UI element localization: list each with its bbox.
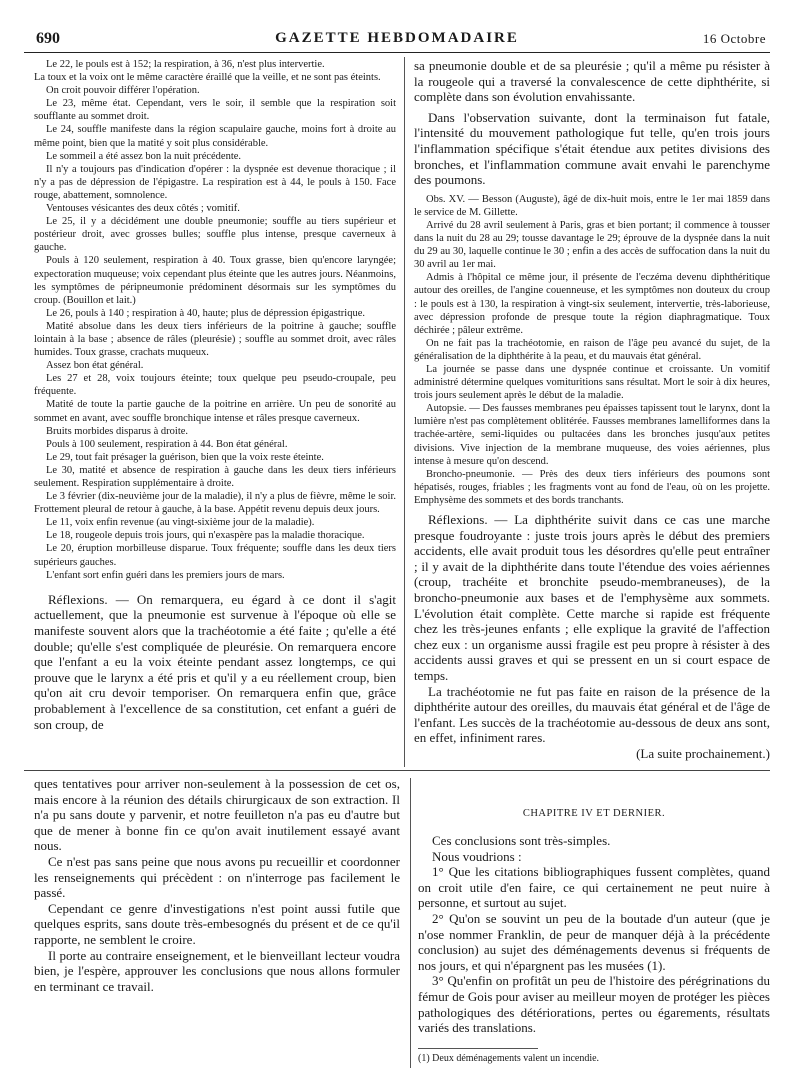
paragraph: Nous voudrions : [432, 848, 522, 864]
column-divider-upper [404, 57, 405, 767]
column-divider-lower [410, 778, 411, 1068]
paragraph: On croit pouvoir différer l'opération. [46, 85, 200, 97]
paragraph: Arrivé du 28 avril seulement à Paris, gras et bien portant; il commence à tousser dans la nuit du 28 au 29; tousse davantage le 29; éprouve de la dyspnée dans la nuit du 29 au 30, laquelle continue le 30 ; enfin a des accès de suffocation dans la nuit du 30 avril au 1er mai. [414, 219, 770, 271]
footnote: (1) Deux déménagements valent un incendie. [418, 1052, 600, 1064]
paragraph: La trachéotomie ne fut pas faite en raison de la présence de la diphthérite autour des oreilles, du mauvais état général et de l'âge de l'enfant. Les succès de la trachéotomie au-dessous de deux ans sont, en effet, infiniment rares. [414, 683, 770, 746]
paragraph: Le 11, voix enfin revenue (au vingt-sixième jour de la maladie). [46, 517, 315, 529]
header-rule [24, 52, 770, 53]
paragraph: Bruits morbides disparus à droite. [46, 425, 189, 437]
reflexions-paragraph: Réflexions. — On remarquera, eu égard à ce dont il s'agit actuellement, que la pneumonie est survenue à l'époque où elle se manifeste souvent alors que la trachéotomie a été faite ; qu'elle a été double; qu'elle s'est compliquée de pleurésie. On remarquera encore que l'enfant a eu la voix éteinte pendant assez longtemps, ce qui prouve que le larynx a été pris et qu'il y a eu réellement croup, bien qu'on ait cru devoir temporiser. On remarquera enfin que, grâce probablement à l'excellence de sa constitution, cet enfant a guéri de son croup, de [34, 591, 396, 732]
paragraph: Les 27 et 28, voix toujours éteinte; toux quelque peu pseudo-croupale, peu fréquente. [34, 373, 396, 398]
paragraph: Admis à l'hôpital ce même jour, il présente de l'eczéma devenu diphthéritique autour des oreilles, de l'angine couenneuse, et les symptômes non douteux du croup : le pouls est à 130, la respiration à vingt-six seulement, intervertie, très-laborieuse, avec dépression profonde de presque toute la région diaphragmatique. Toux déchirée ; pâleur extrême. [414, 272, 770, 336]
paragraph: Il n'y a toujours pas d'indication d'opérer : la dyspnée est devenue thoracique ; il n'y a pas de dépression de l'épigastre. La respiration est à 44, le pouls à 150. Face rouge, abattement, somnolence. [34, 163, 396, 201]
paragraph: sa pneumonie double et de sa pleurésie ; qu'il a même pu résister à la rougeole qui a traversé la convalescence de cette diphthérite, si complète dans son évolution envahissante. [414, 58, 770, 105]
paragraph: Autopsie. — Des fausses membranes peu épaisses tapissent tout le larynx, dont la lumière n'est pas complètement oblitérée. Fausses membranes lamelliformes dans la trachée-artère, semi-liquides ou pultacées dans les bronches jusqu'aux petites divisions. Vive injection de la membrane muqueuse, des voies aériennes, plus intense à mesure qu'on descend. [414, 403, 770, 467]
feuilleton-column-right [418, 802, 770, 1065]
paragraph: Cependant ce genre d'investigations n'est point aussi futile que quelques esprits, sans doute très-embesognés du présent et de ce qu'il rapporte, ne semblent le croire. [34, 900, 400, 947]
page-header [28, 28, 766, 50]
paragraph: 3° Qu'enfin on profitât un peu de l'histoire des pérégrinations du fémur de Gois pour aviser au meilleur moyen de protéger les pièces pathologiques des détériorations, pertes ou égarements, résultats variés des translations. [418, 973, 770, 1036]
paragraph: Matité de toute la partie gauche de la poitrine en arrière. Un peu de sonorité au sommet en avant, avec souffle bronchique intense et râles presque caverneux. [34, 399, 396, 424]
paragraph: La toux et la voix ont le même caractère éraillé que la veille, et ne sont pas éteints. [34, 72, 381, 84]
paragraph: 2° Qu'on se souvint un peu de la boutade d'un auteur (que je n'ose nommer Franklin, de peur de manquer déjà à la précédente conclusion) au sujet des déménagements devenus si fréquents de nos jours, et qui n'épargnent pas les musées (1). [418, 910, 770, 973]
article-column-right [414, 58, 770, 762]
paragraph: Le sommeil a été assez bon la nuit précédente. [46, 150, 242, 162]
feuilleton-column-left [34, 776, 400, 994]
paragraph: 1° Que les citations bibliographiques fussent complètes, quand on croit utile d'en faire, ce qui certainement ne peut nuire à personne, et surtout au sujet. [418, 864, 770, 911]
journal-title: GAZETTE HEBDOMADAIRE [275, 30, 519, 46]
paragraph: Il porte au contraire enseignement, et le bienveillant lecteur voudra bien, je l'espère, approuver les conclusions que nous allons formuler en terminant ce travail. [34, 947, 400, 994]
paragraph: Pouls à 100 seulement, respiration à 44. Bon état général. [46, 438, 288, 450]
paragraph: Le 25, il y a décidément une double pneumonie; souffle au tiers supérieur et postérieur droit, avec grosses bulles; souffle plus intense, presque caverneux à gauche. [34, 216, 396, 254]
paragraph: Le 20, éruption morbilleuse disparue. Toux fréquente; souffle dans les deux tiers supérieurs gauches. [34, 543, 396, 568]
paragraph: Le 23, même état. Cependant, vers le soir, il semble que la respiration soit soufflante au sommet droit. [34, 98, 396, 123]
paragraph: Le 24, souffle manifeste dans la région scapulaire gauche, moins fort à droite au même point, bien que la matité y soit plus considérable. [34, 124, 396, 149]
article-column-left [34, 58, 396, 732]
paragraph: On ne fait pas la trachéotomie, en raison de l'âge peu avancé du sujet, de la généralisation de la diphthérite à la peau, et du mauvais état général. [414, 337, 770, 362]
observation-heading: Obs. XV. — Besson (Auguste), âgé de dix-huit mois, entre le 1er mai 1859 dans le service de M. Gillette. [414, 193, 770, 218]
paragraph: Le 18, rougeole depuis trois jours, qui n'exaspère pas la maladie thoracique. [46, 530, 365, 542]
paragraph: Le 29, tout fait présager la guérison, bien que la voix reste éteinte. [46, 451, 324, 463]
paragraph: Le 26, pouls à 140 ; respiration à 40, haute; plus de dépression épigastrique. [46, 307, 366, 319]
spacer [34, 582, 396, 592]
paragraph: L'enfant sort enfin guéri dans les premiers jours de mars. [46, 569, 285, 581]
paragraph: La journée se passe dans une dyspnée continue et croissante. Un vomitif administré détermine quelques vomituritions sans résultat. Mort le soir à dix heures, trois jours seulement après le début de la maladie. [414, 363, 770, 402]
paragraph: ques tentatives pour arriver non-seulement à la possession de cet os, mais encore à la réunion des détails chirurgicaux de son extraction. Il n'a pu sans doute y parvenir, et notre feuilleton n'a pas eu d'autre but que de mener à bonne fin ce qu'on avait inutilement essayé avant nous. [34, 776, 400, 854]
to-be-continued: (La suite prochainement.) [636, 745, 770, 761]
page-number: 690 [36, 30, 60, 47]
paragraph: Pouls à 120 seulement, respiration à 40. Toux grasse, bien qu'encore laryngée; expectoration muqueuse; voix cependant plus éteinte que les autres jours. Néanmoins, les symptômes de péripneumonie prédominent désormais sur les symptômes du croup. (Bouillon et lait.) [34, 255, 396, 306]
paragraph: Dans l'observation suivante, dont la terminaison fut fatale, l'intensité du mouvement pathologique fut telle, qu'en trois jours l'inflammation spécifique s'était étendue aux petites divisions des bronches, et l'inflammation commune avait envahi le parenchyme des poumons. [414, 109, 770, 188]
paragraph: Ce n'est pas sans peine que nous avons pu recueillir et coordonner les renseignements qui précèdent : on n'interroge pas facilement le passé. [34, 853, 400, 901]
reflexions-paragraph: Réflexions. — La diphthérite suivit dans ce cas une marche presque foudroyante : juste trois jours après le début des premiers accidents, elle avait produit tous les désordres qu'elle peut entraîner ; il y avait de la diphthérite dans toute l'étendue des voies aériennes (croup, trachéite et bronchite pseudo-membraneuses), de la broncho-pneumonie aux bases et de l'emphysème aux sommets. L'évolution était complète. Cette marche si rapide est fréquente chez les très-jeunes enfants ; elle explique la gravité de l'affection chez eux : un organisme aussi fragile est peu propre à résister à des accidents aussi graves et qui se pressent en un si court espace de temps. [414, 512, 770, 683]
paragraph: Le 22, le pouls est à 152; la respiration, à 36, n'est plus intervertie. [46, 59, 325, 70]
paragraph: Ces conclusions sont très-simples. [432, 833, 611, 848]
footnote-rule [418, 1048, 538, 1049]
issue-date: 16 Octobre [702, 31, 766, 46]
paragraph: Matité absolue dans les deux tiers inférieurs de la poitrine à gauche; souffle lointain à la base ; absence de râles (pleurésie) ; souffle au sommet droit, avec râles humides. Toux grasse, crachats muqueux. [34, 320, 396, 359]
paragraph: Le 30, matité et absence de respiration à gauche dans les deux tiers inférieurs seulement. Respiration supplémentaire à droite. [34, 464, 396, 489]
paragraph: Le 3 février (dix-neuvième jour de la maladie), il n'y a plus de fièvre, même le soir. Frottement pleural de retour à gauche, à la base. Appétit revenu depuis deux jours. [34, 491, 396, 516]
feuilleton-divider [24, 770, 770, 771]
paragraph: Assez bon état général. [46, 360, 144, 372]
paragraph: Ventouses vésicantes des deux côtés ; vomitif. [46, 203, 240, 215]
chapter-heading: CHAPITRE IV ET DERNIER. [522, 808, 666, 819]
paragraph: Broncho-pneumonie. — Près des deux tiers inférieurs des poumons sont hépatisés, rouges, friables ; les fragments vont au fond de l'eau, où on les projette. Emphysème des sommets et des bords tranchants. [414, 468, 770, 506]
